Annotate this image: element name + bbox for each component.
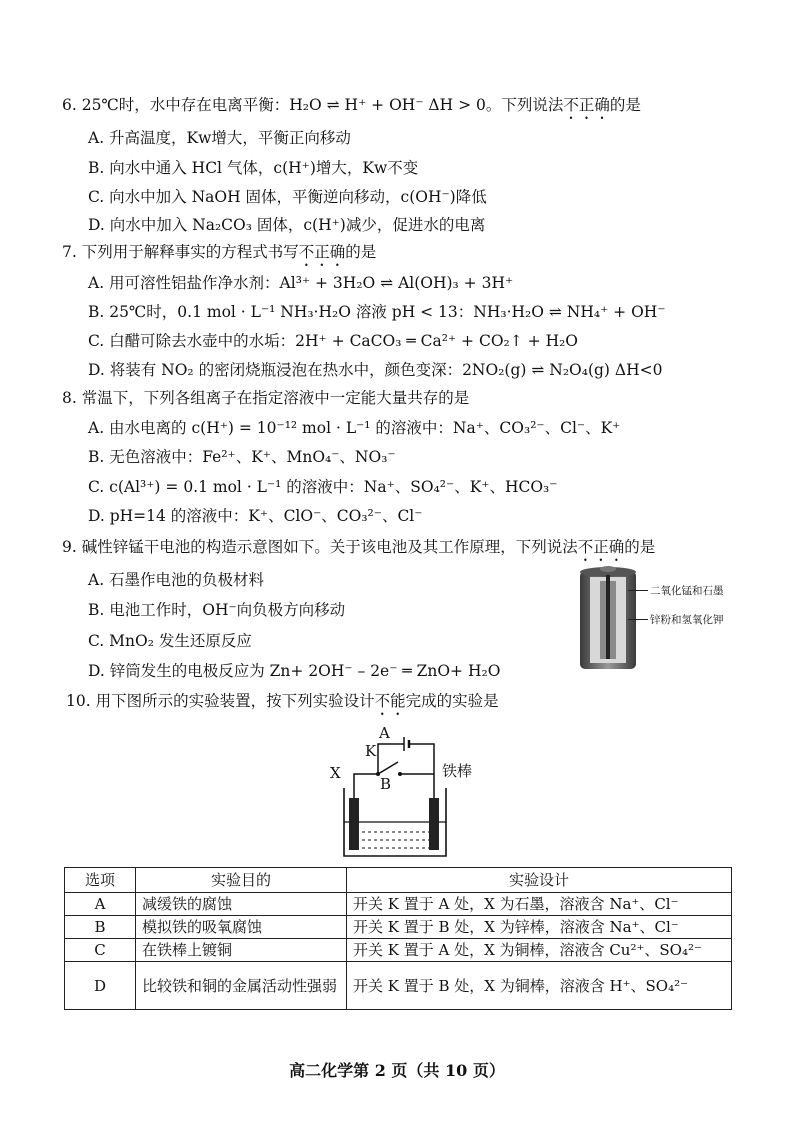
- row-d-design: 开关 K 置于 B 处，X 为铜棒，溶液含 H⁺、SO₄²⁻: [347, 962, 732, 1010]
- row-a-option: A: [65, 893, 136, 916]
- electrode-x-label: X: [330, 764, 341, 782]
- row-d-purpose: 比较铁和铜的金属活动性强弱: [136, 962, 347, 1010]
- header-option: 选项: [65, 868, 136, 893]
- row-b-purpose: 模拟铁的吸氧腐蚀: [136, 916, 347, 939]
- q9-option-c: C. MnO₂ 发生还原反应: [88, 632, 252, 650]
- row-c-purpose: 在铁棒上镀铜: [136, 939, 347, 962]
- q6-option-a: A. 升高温度，Kw增大，平衡正向移动: [88, 129, 351, 147]
- experiment-table: [64, 867, 732, 1010]
- question-6-stem: 6. 25℃时，水中存在电离平衡：H₂O ⇌ H⁺ + OH⁻ ΔH > 0。下列说法不正确的是: [62, 96, 641, 114]
- row-b-design: 开关 K 置于 B 处，X 为锌棒，溶液含 Na⁺、Cl⁻: [347, 916, 732, 939]
- q8-option-d: D. pH=14 的溶液中：K⁺、ClO⁻、CO₃²⁻、Cl⁻: [88, 507, 423, 525]
- row-c-design: 开关 K 置于 A 处，X 为铜棒，溶液含 Cu²⁺、SO₄²⁻: [347, 939, 732, 962]
- row-c-option: C: [65, 939, 136, 962]
- page-footer: 高二化学第 2 页（共 10 页）: [289, 1061, 505, 1080]
- table-row: [65, 939, 732, 962]
- table-row: [65, 916, 732, 939]
- table-row: [65, 893, 732, 916]
- row-b-option: B: [65, 916, 136, 939]
- q6-option-c: C. 向水中加入 NaOH 固体，平衡逆向移动，c(OH⁻)降低: [88, 188, 487, 206]
- q7-option-c: C. 白醋可除去水壶中的水垢：2H⁺ + CaCO₃ ═ Ca²⁺ + CO₂↑ + H₂O: [88, 332, 579, 350]
- q9-option-b: B. 电池工作时，OH⁻向负极方向移动: [88, 601, 346, 619]
- q7-option-a: A. 用可溶性铝盐作净水剂：Al³⁺ + 3H₂O ⇌ Al(OH)₃ + 3H⁺: [88, 274, 514, 292]
- question-8-stem: 8. 常温下，下列各组离子在指定溶液中一定能大量共存的是: [62, 389, 470, 407]
- battery-leader-2: [628, 619, 648, 620]
- q6-option-d: D. 向水中加入 Na₂CO₃ 固体，c(H⁺)减少，促进水的电离: [88, 216, 486, 234]
- q8-option-b: B. 无色溶液中：Fe²⁺、K⁺、MnO₄⁻、NO₃⁻: [88, 448, 396, 466]
- header-design: 实验设计: [347, 868, 732, 893]
- question-9-stem: 9. 碱性锌锰干电池的构造示意图如下。关于该电池及其工作原理，下列说法不正确的是: [62, 538, 656, 556]
- switch-k: K: [365, 742, 377, 760]
- label-zinc-koh: 锌粉和氢氧化钾: [650, 614, 724, 626]
- header-purpose: 实验目的: [136, 868, 347, 893]
- row-a-design: 开关 K 置于 A 处，X 为石墨，溶液含 Na⁺、Cl⁻: [347, 893, 732, 916]
- q9-option-d: D. 锌筒发生的电极反应为 Zn+ 2OH⁻ – 2e⁻ ═ ZnO+ H₂O: [88, 662, 501, 680]
- battery-leader-1: [628, 590, 648, 591]
- table-header-row: [65, 868, 732, 893]
- q7-option-d: D. 将装有 NO₂ 的密闭烧瓶浸泡在热水中，颜色变深：2NO₂(g) ⇌ N₂O₄(g) ΔH<0: [88, 361, 663, 379]
- q8-option-a: A. 由水电离的 c(H⁺) = 10⁻¹² mol · L⁻¹ 的溶液中：Na⁺、CO₃²⁻、Cl⁻、K⁺: [88, 419, 621, 437]
- row-a-purpose: 减缓铁的腐蚀: [136, 893, 347, 916]
- q7-option-b: B. 25℃时，0.1 mol · L⁻¹ NH₃·H₂O 溶液 pH < 13：NH₃·H₂O ⇌ NH₄⁺ + OH⁻: [88, 303, 666, 321]
- q6-option-b: B. 向水中通入 HCl 气体，c(H⁺)增大，Kw不变: [88, 159, 419, 177]
- label-mno2-graphite: 二氧化锰和石墨: [650, 585, 724, 597]
- q9-option-a: A. 石墨作电池的负极材料: [88, 571, 265, 589]
- row-d-option: D: [65, 962, 136, 1010]
- question-7-stem: 7. 下列用于解释事实的方程式书写不正确的是: [62, 243, 377, 261]
- switch-position-a: A: [379, 724, 390, 742]
- q8-option-c: C. c(Al³⁺) = 0.1 mol · L⁻¹ 的溶液中：Na⁺、SO₄²⁻、K⁺、HCO₃⁻: [88, 478, 558, 496]
- iron-rod-label: 铁棒: [442, 762, 473, 780]
- question-10-stem: 10. 用下图所示的实验装置，按下列实验设计不能完成的实验是: [66, 692, 499, 710]
- switch-position-b: B: [380, 775, 392, 793]
- table-row: [65, 962, 732, 1010]
